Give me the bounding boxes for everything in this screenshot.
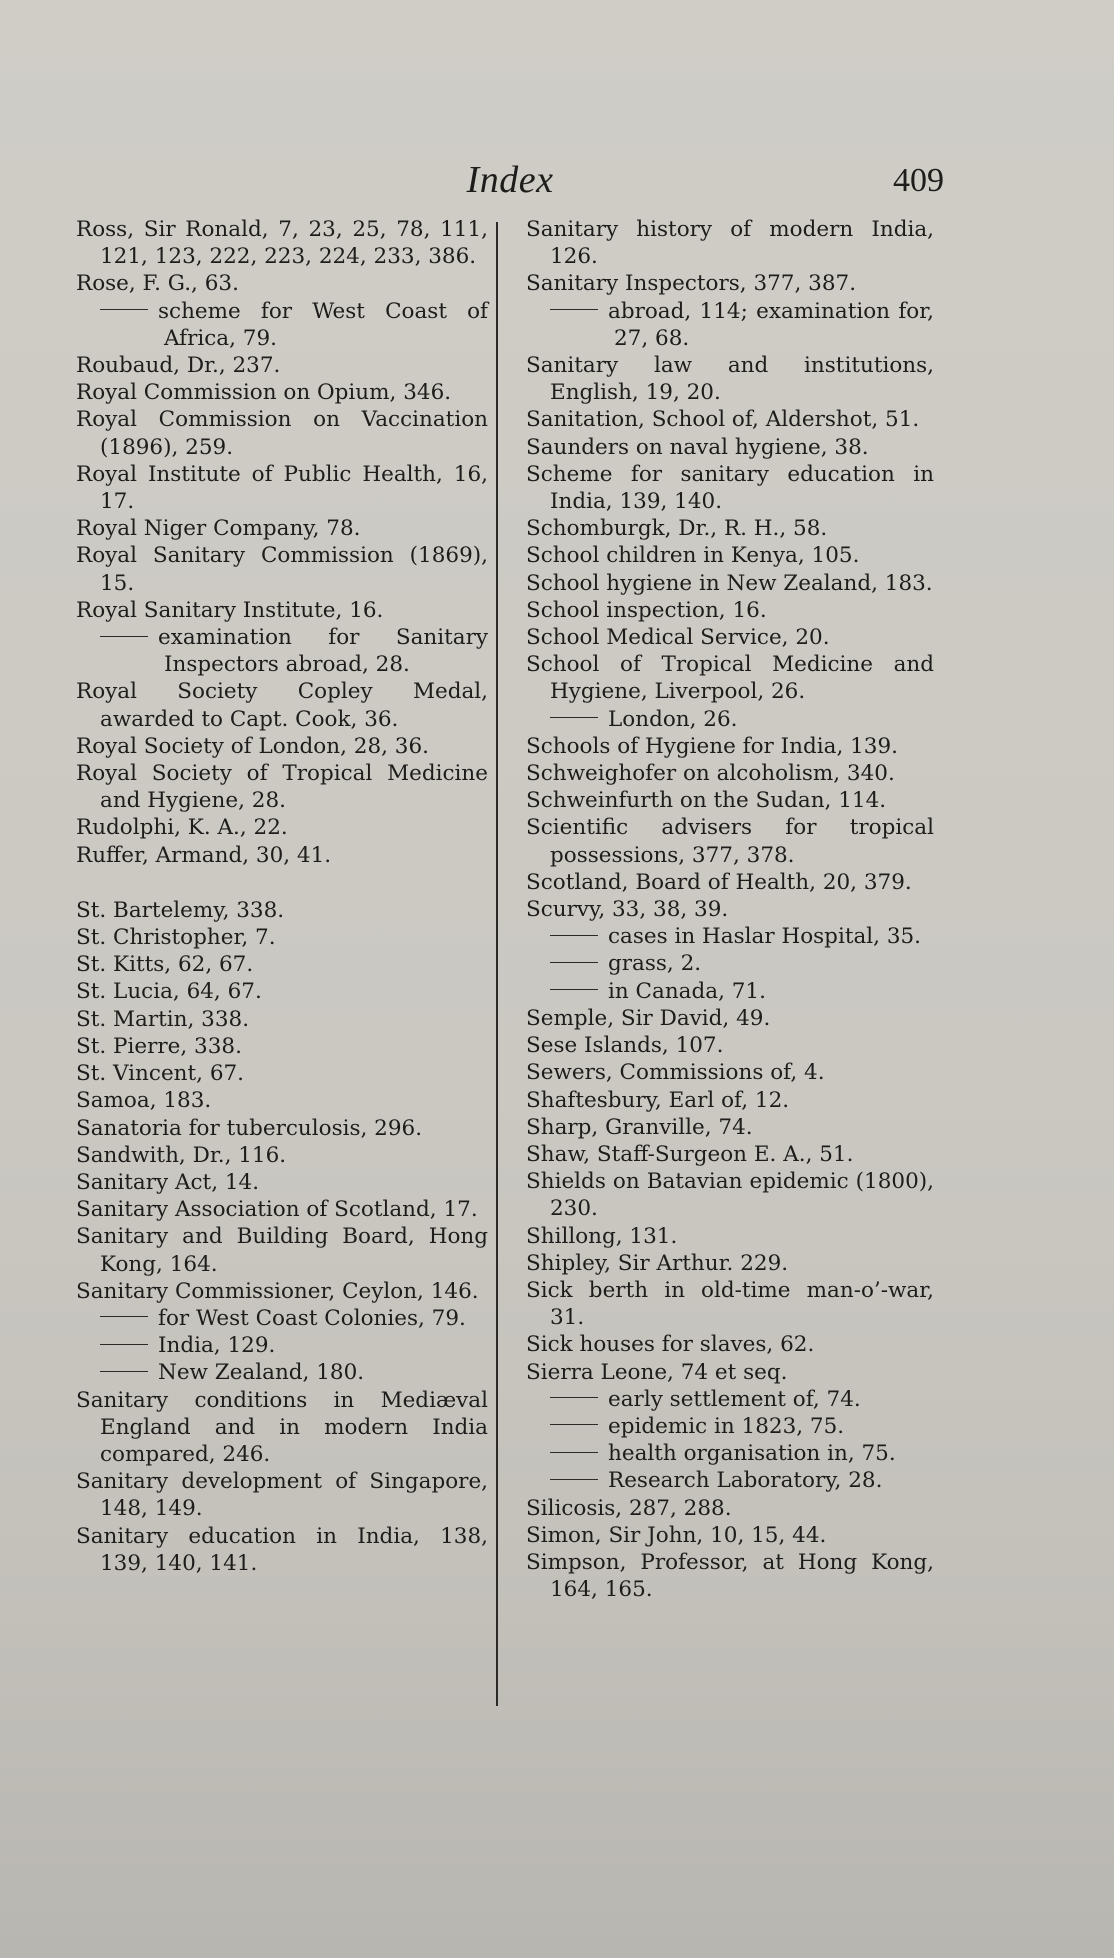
index-entry — [526, 1250, 934, 1277]
index-entry — [526, 760, 934, 787]
entry-text: St. Lucia, 64, 67. — [76, 979, 262, 1005]
entry-text: for West Coast Colonies, 79. — [158, 1305, 466, 1331]
index-entry — [76, 842, 488, 869]
entry-text: Schweighofer on alcoholism, 340. — [526, 761, 895, 787]
index-entry — [526, 434, 934, 461]
index-entry — [526, 352, 934, 406]
entry-text: Scientific advisers for tropical possessions, 377, 378. — [526, 815, 934, 868]
index-entry — [526, 651, 934, 705]
index-entry — [526, 406, 934, 433]
entry-text: Royal Sanitary Institute, 16. — [76, 597, 384, 623]
entry-text: St. Vincent, 67. — [76, 1061, 245, 1087]
entry-text: Sanitary education in India, 138, 139, 140, 141. — [76, 1523, 488, 1576]
index-entry — [76, 1060, 488, 1087]
entry-text: Scurvy, 33, 38, 39. — [526, 897, 729, 923]
index-subentry — [526, 706, 934, 733]
entry-text: Sanitary Inspectors, 377, 387. — [526, 271, 857, 297]
index-entry — [76, 924, 488, 951]
entry-text: Royal Commission on Opium, 346. — [76, 380, 452, 406]
entry-text: Scheme for sanitary education in India, 139, 140. — [526, 461, 934, 515]
index-entry — [526, 1549, 934, 1603]
ditto-dash — [100, 1371, 148, 1372]
entry-text: School inspection, 16. — [526, 597, 767, 623]
entry-text: Simon, Sir John, 10, 15, 44. — [526, 1522, 827, 1548]
entry-text: Sanitary Commissioner, Ceylon, 146. — [76, 1278, 479, 1304]
index-entry — [76, 1033, 488, 1060]
entry-text: Schweinfurth on the Sudan, 114. — [526, 788, 887, 814]
entry-text: Sierra Leone, 74 et seq. — [526, 1359, 788, 1385]
index-entry — [76, 978, 488, 1005]
entry-text: Roubaud, Dr., 237. — [76, 353, 281, 379]
entry-text: Shaftesbury, Earl of, 12. — [526, 1087, 790, 1113]
index-entry — [526, 896, 934, 923]
index-subentry — [526, 1467, 934, 1494]
entry-text: School hygiene in New Zealand, 183. — [526, 570, 933, 596]
ditto-dash — [550, 1479, 598, 1480]
ditto-dash — [100, 1316, 148, 1317]
index-entry — [526, 1032, 934, 1059]
index-entry — [76, 1468, 488, 1522]
entry-text: London, 26. — [608, 706, 738, 732]
entry-text: Ross, Sir Ronald, 7, 23, 25, 78, 111, 121, 123, 222, 223, 224, 233, 386. — [76, 217, 488, 270]
ditto-dash — [550, 309, 598, 310]
entry-text: Sanitary and Building Board, Hong Kong, 164. — [76, 1224, 488, 1277]
entry-text: grass, 2. — [608, 951, 702, 977]
section-gap — [76, 869, 488, 897]
index-entry — [76, 1087, 488, 1114]
entry-text: Sese Islands, 107. — [526, 1033, 724, 1059]
running-title: Index — [466, 159, 554, 201]
entry-text: Sanitary development of Singapore, 148, 149. — [76, 1469, 488, 1522]
entry-text: Sanitary history of modern India, 126. — [526, 217, 934, 270]
index-entry — [526, 515, 934, 542]
entry-text: Schomburgk, Dr., R. H., 58. — [526, 516, 828, 542]
entry-text: School Medical Service, 20. — [526, 625, 830, 651]
entry-text: St. Christopher, 7. — [76, 925, 276, 951]
ditto-dash — [100, 636, 148, 637]
index-entry — [76, 1196, 488, 1223]
index-entry — [526, 216, 934, 270]
index-subentry — [526, 298, 934, 352]
index-entry — [526, 270, 934, 297]
ditto-dash — [550, 1424, 598, 1425]
entry-text: cases in Haslar Hospital, 35. — [608, 924, 922, 950]
index-entry — [526, 1059, 934, 1086]
entry-text: School children in Kenya, 105. — [526, 543, 860, 569]
ditto-dash — [550, 1397, 598, 1398]
index-subentry — [526, 978, 934, 1005]
index-subentry — [526, 950, 934, 977]
index-entry — [76, 760, 488, 814]
index-subentry — [76, 624, 488, 678]
entry-text: Sandwith, Dr., 116. — [76, 1142, 287, 1168]
entry-text: Royal Niger Company, 78. — [76, 516, 361, 542]
index-entry — [76, 597, 488, 624]
entry-text: Shields on Batavian epidemic (1800), 230. — [526, 1169, 934, 1222]
entry-text: Shillong, 131. — [526, 1223, 678, 1249]
index-subentry — [526, 1386, 934, 1413]
entry-text: Royal Commission on Vaccination (1896), 259. — [76, 407, 488, 460]
entry-text: St. Bartelemy, 338. — [76, 897, 285, 923]
index-entry — [76, 515, 488, 542]
ditto-dash — [100, 1344, 148, 1345]
ditto-dash — [550, 1452, 598, 1453]
index-subentry — [76, 298, 488, 352]
entry-text: epidemic in 1823, 75. — [608, 1413, 845, 1439]
entry-text: Ruffer, Armand, 30, 41. — [76, 842, 332, 868]
entry-text: Samoa, 183. — [76, 1088, 212, 1114]
index-entry — [526, 814, 934, 868]
entry-text: Shipley, Sir Arthur. 229. — [526, 1250, 789, 1276]
index-entry — [76, 733, 488, 760]
index-column-left — [76, 216, 488, 1577]
ditto-dash — [550, 962, 598, 963]
index-entry — [526, 597, 934, 624]
index-entry — [526, 1359, 934, 1386]
index-entry — [526, 1087, 934, 1114]
index-entry — [526, 869, 934, 896]
index-entry — [76, 542, 488, 596]
index-entry — [76, 1115, 488, 1142]
index-entry — [526, 733, 934, 760]
entry-text: Sanitary Act, 14. — [76, 1169, 260, 1195]
index-entry — [526, 542, 934, 569]
entry-text: Royal Society Copley Medal, awarded to Capt. Cook, 36. — [76, 679, 488, 732]
index-column-right — [526, 216, 934, 1603]
entry-text: Sanitary law and institutions, English, 19, 20. — [526, 353, 934, 406]
entry-text: in Canada, 71. — [608, 978, 766, 1004]
entry-text: Sanitary conditions in Mediæval England and in modern India compared, 246. — [76, 1387, 488, 1467]
entry-text: Sewers, Commissions of, 4. — [526, 1060, 825, 1086]
index-entry — [526, 1331, 934, 1358]
index-entry — [76, 406, 488, 460]
index-subentry — [76, 1359, 488, 1386]
entry-text: Shaw, Staff-Surgeon E. A., 51. — [526, 1141, 854, 1167]
entry-text: scheme for West Coast of Africa, 79. — [158, 298, 488, 351]
index-entry — [76, 1523, 488, 1577]
index-entry — [526, 624, 934, 651]
ditto-dash — [100, 309, 148, 310]
entry-text: Sanatoria for tuberculosis, 296. — [76, 1115, 423, 1141]
index-entry — [526, 461, 934, 515]
page-header — [80, 158, 944, 208]
index-entry — [526, 1114, 934, 1141]
entry-text: Silicosis, 287, 288. — [526, 1495, 732, 1521]
index-entry — [526, 1277, 934, 1331]
entry-text: St. Martin, 338. — [76, 1006, 250, 1032]
index-entry — [526, 1223, 934, 1250]
index-entry — [76, 352, 488, 379]
index-subentry — [526, 1440, 934, 1467]
entry-text: Sick berth in old-time man-o’-war, 31. — [526, 1277, 934, 1331]
entry-text: Sick houses for slaves, 62. — [526, 1332, 815, 1358]
entry-text: Simpson, Professor, at Hong Kong, 164, 165. — [526, 1549, 934, 1603]
index-entry — [526, 1141, 934, 1168]
index-entry — [76, 1278, 488, 1305]
entry-text: examination for Sanitary Inspectors abroad, 28. — [158, 625, 488, 678]
index-entry — [76, 216, 488, 270]
index-entry — [76, 814, 488, 841]
entry-text: School of Tropical Medicine and Hygiene, Liverpool, 26. — [526, 652, 934, 705]
index-subentry — [526, 923, 934, 950]
entry-text: abroad, 114; examination for, 27, 68. — [608, 298, 934, 351]
entry-text: Royal Institute of Public Health, 16, 17. — [76, 461, 488, 515]
entry-text: Scotland, Board of Health, 20, 379. — [526, 869, 912, 895]
index-entry — [526, 1168, 934, 1222]
index-entry — [526, 1005, 934, 1032]
entry-text: Royal Society of London, 28, 36. — [76, 733, 429, 759]
index-entry — [526, 570, 934, 597]
entry-text: Sanitation, School of, Aldershot, 51. — [526, 407, 920, 433]
ditto-dash — [550, 717, 598, 718]
entry-text: Saunders on naval hygiene, 38. — [526, 434, 869, 460]
index-entry — [76, 461, 488, 515]
index-subentry — [526, 1413, 934, 1440]
entry-text: Semple, Sir David, 49. — [526, 1005, 771, 1031]
index-entry — [76, 1006, 488, 1033]
entry-text: Research Laboratory, 28. — [608, 1468, 883, 1494]
index-entry — [76, 1142, 488, 1169]
index-entry — [76, 1387, 488, 1469]
index-entry — [526, 787, 934, 814]
index-subentry — [76, 1332, 488, 1359]
index-entry — [76, 270, 488, 297]
index-entry — [76, 951, 488, 978]
index-subentry — [76, 1305, 488, 1332]
index-entry — [526, 1495, 934, 1522]
entry-text: Schools of Hygiene for India, 139. — [526, 733, 898, 759]
entry-text: St. Pierre, 338. — [76, 1033, 242, 1059]
entry-text: Sanitary Association of Scotland, 17. — [76, 1197, 478, 1223]
entry-text: India, 129. — [158, 1333, 276, 1359]
entry-text: health organisation in, 75. — [608, 1441, 896, 1467]
page-number: 409 — [893, 162, 944, 199]
index-entry — [526, 1522, 934, 1549]
column-divider — [496, 222, 498, 1706]
index-entry — [76, 379, 488, 406]
index-entry — [76, 897, 488, 924]
index-entry — [76, 1223, 488, 1277]
entry-text: Rose, F. G., 63. — [76, 271, 239, 297]
entry-text: Royal Society of Tropical Medicine and Hygiene, 28. — [76, 761, 488, 814]
index-entry — [76, 1169, 488, 1196]
entry-text: early settlement of, 74. — [608, 1386, 861, 1412]
entry-text: Rudolphi, K. A., 22. — [76, 815, 288, 841]
entry-text: St. Kitts, 62, 67. — [76, 952, 254, 978]
entry-text: New Zealand, 180. — [158, 1360, 365, 1386]
entry-text: Royal Sanitary Commission (1869), 15. — [76, 543, 488, 596]
ditto-dash — [550, 989, 598, 990]
ditto-dash — [550, 935, 598, 936]
entry-text: Sharp, Granville, 74. — [526, 1114, 753, 1140]
index-entry — [76, 678, 488, 732]
